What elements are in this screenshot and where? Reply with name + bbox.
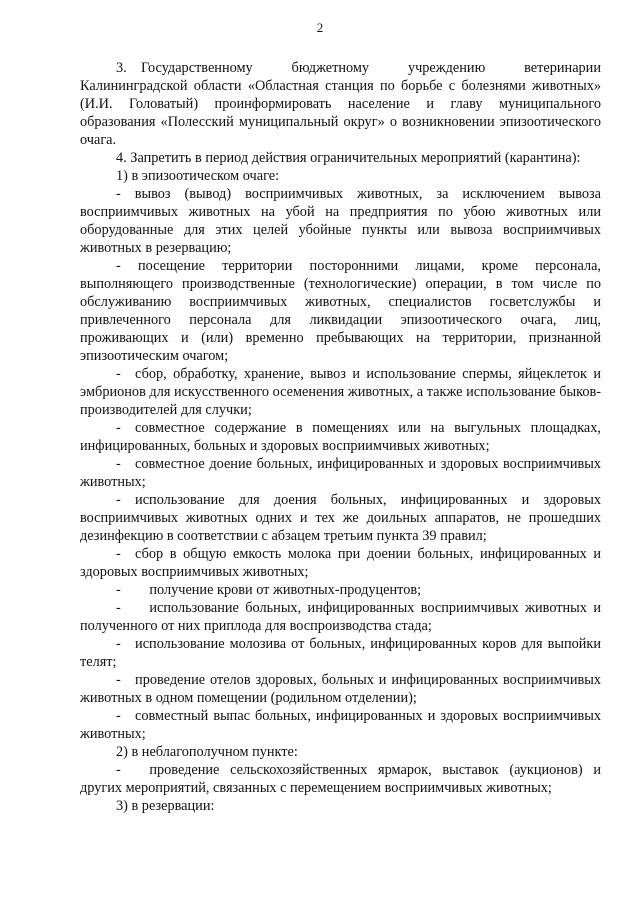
list-item: - проведение отелов здоровых, больных и инфицированных восприимчивых животных в одном помещении (родильном отделении); — [80, 672, 601, 706]
list-item: - посещение территории посторонними лицами, кроме персонала, выполняющего производственные (технологические) операции, в том числе по обслуживанию восприимчивых животных, специалистов госветслужбы и привлеченного персонала для ликвидации эпизоотического очага, лиц, проживающих и (или) временно пребывающих на территории, признанной эпизоотическим очагом; — [80, 258, 601, 364]
list-item: - совместное содержание в помещениях или на выгульных площадках, инфицированных, больных и здоровых восприимчивых животных; — [80, 420, 601, 454]
list-item: - сбор в общую емкость молока при доении больных, инфицированных и здоровых восприимчивых животных; — [80, 546, 601, 580]
list-item: - получение крови от животных-продуцентов; — [116, 582, 422, 598]
list-item: - сбор, обработку, хранение, вывоз и использование спермы, яйцеклеток и эмбрионов для искусственного осеменения животных, а также использование быков-производителей для случки; — [80, 366, 601, 418]
paragraph-item-3: 3. Государственному бюджетному учреждению ветеринарии Калининградской области «Областная станция по борьбе с болезнями животных» (И.И. Головатый) проинформировать население и главу муниципального образования «Полесский муниципальный округ» о возникновении эпизоотического очага. — [80, 60, 601, 148]
subitem-2-heading: 2) в неблагополучном пункте: — [116, 744, 298, 760]
subitem-3-heading: 3) в резервации: — [116, 798, 215, 814]
list-item: - использование молозива от больных, инфицированных коров для выпойки телят; — [80, 636, 601, 670]
paragraph-item-4: 4. Запретить в период действия ограничительных мероприятий (карантина): — [116, 150, 581, 166]
list-item: - использование больных, инфицированных восприимчивых животных и полученного от них приплода для воспроизводства стада; — [80, 600, 601, 634]
list-item: - совместный выпас больных, инфицированных и здоровых восприимчивых животных; — [80, 708, 601, 742]
page-number: 2 — [316, 20, 324, 35]
list-item: - использование для доения больных, инфицированных и здоровых восприимчивых животных одних и тех же доильных аппаратов, не прошедших дезинфекцию в соответствии с абзацем третьим пункта 39 правил; — [80, 492, 601, 544]
list-item: - вывоз (вывод) восприимчивых животных, за исключением вывоза восприимчивых животных на убой на предприятия по убою животных или оборудованные для этих целей убойные пункты или вывоза восприимчивых животных в резервацию; — [80, 186, 601, 256]
subitem-1-heading: 1) в эпизоотическом очаге: — [116, 168, 280, 184]
list-item: - проведение сельскохозяйственных ярмарок, выставок (аукционов) и других мероприятий, связанных с перемещением восприимчивых животных; — [80, 762, 601, 796]
document-body — [80, 59, 601, 815]
list-item: - совместное доение больных, инфицированных и здоровых восприимчивых животных; — [80, 456, 601, 490]
